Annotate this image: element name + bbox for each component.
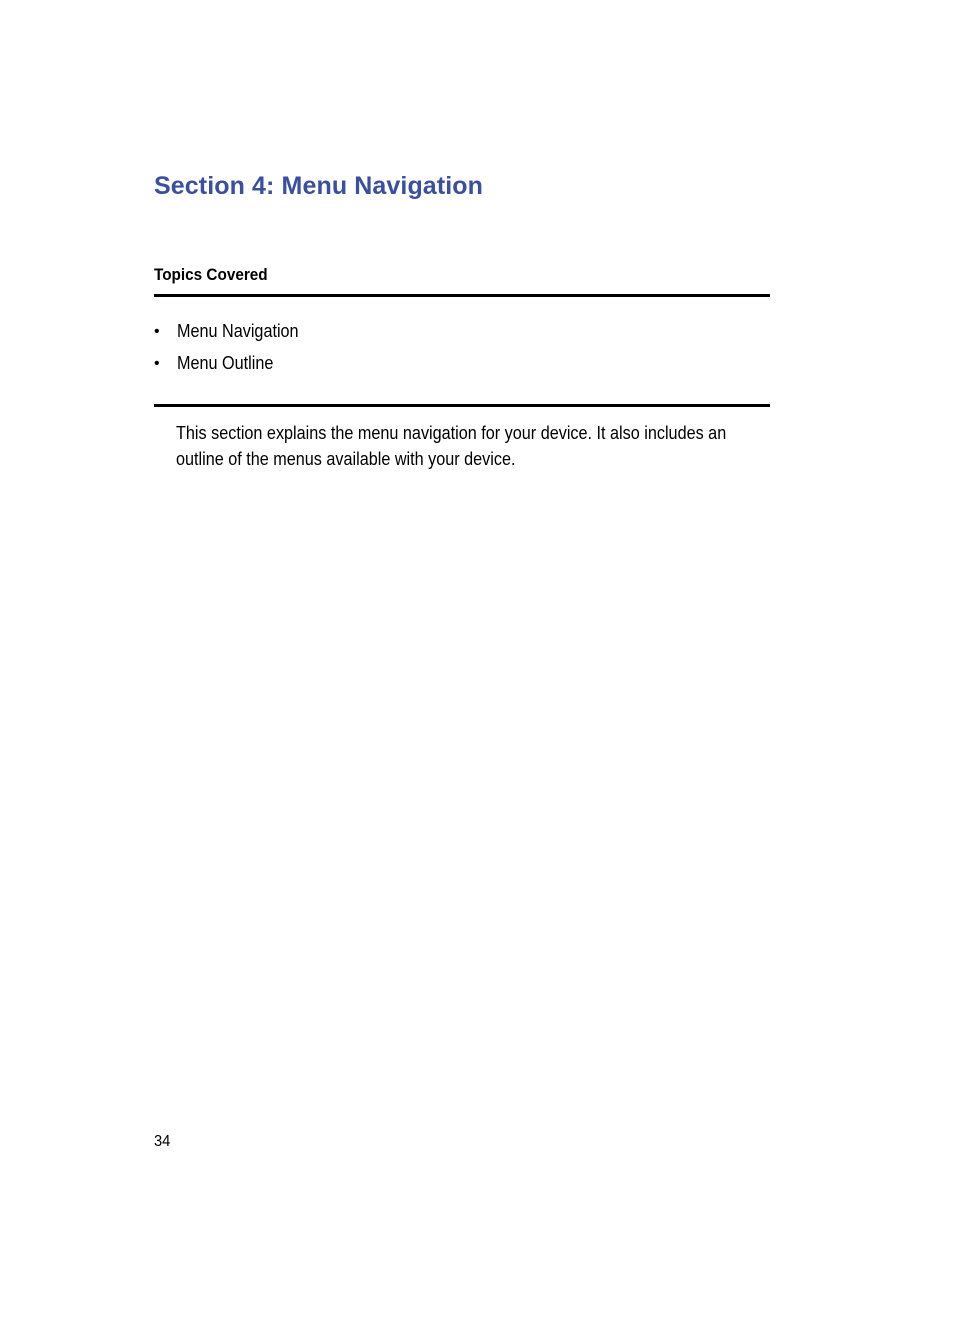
topics-top-divider: [154, 294, 770, 297]
topics-bottom-divider: [154, 404, 770, 407]
topic-label-menu-navigation: Menu Navigation: [177, 321, 299, 341]
intro-paragraph: This section explains the menu navigation for your device. It also includes an outline of the menus available with your device.: [176, 423, 727, 469]
page-number: 34: [154, 1133, 171, 1150]
topic-label-menu-outline: Menu Outline: [177, 353, 274, 373]
bullet-icon: •: [154, 355, 160, 372]
topics-covered-heading: Topics Covered: [154, 265, 268, 284]
bullet-icon: •: [154, 323, 160, 340]
section-title: Section 4: Menu Navigation: [154, 172, 484, 200]
